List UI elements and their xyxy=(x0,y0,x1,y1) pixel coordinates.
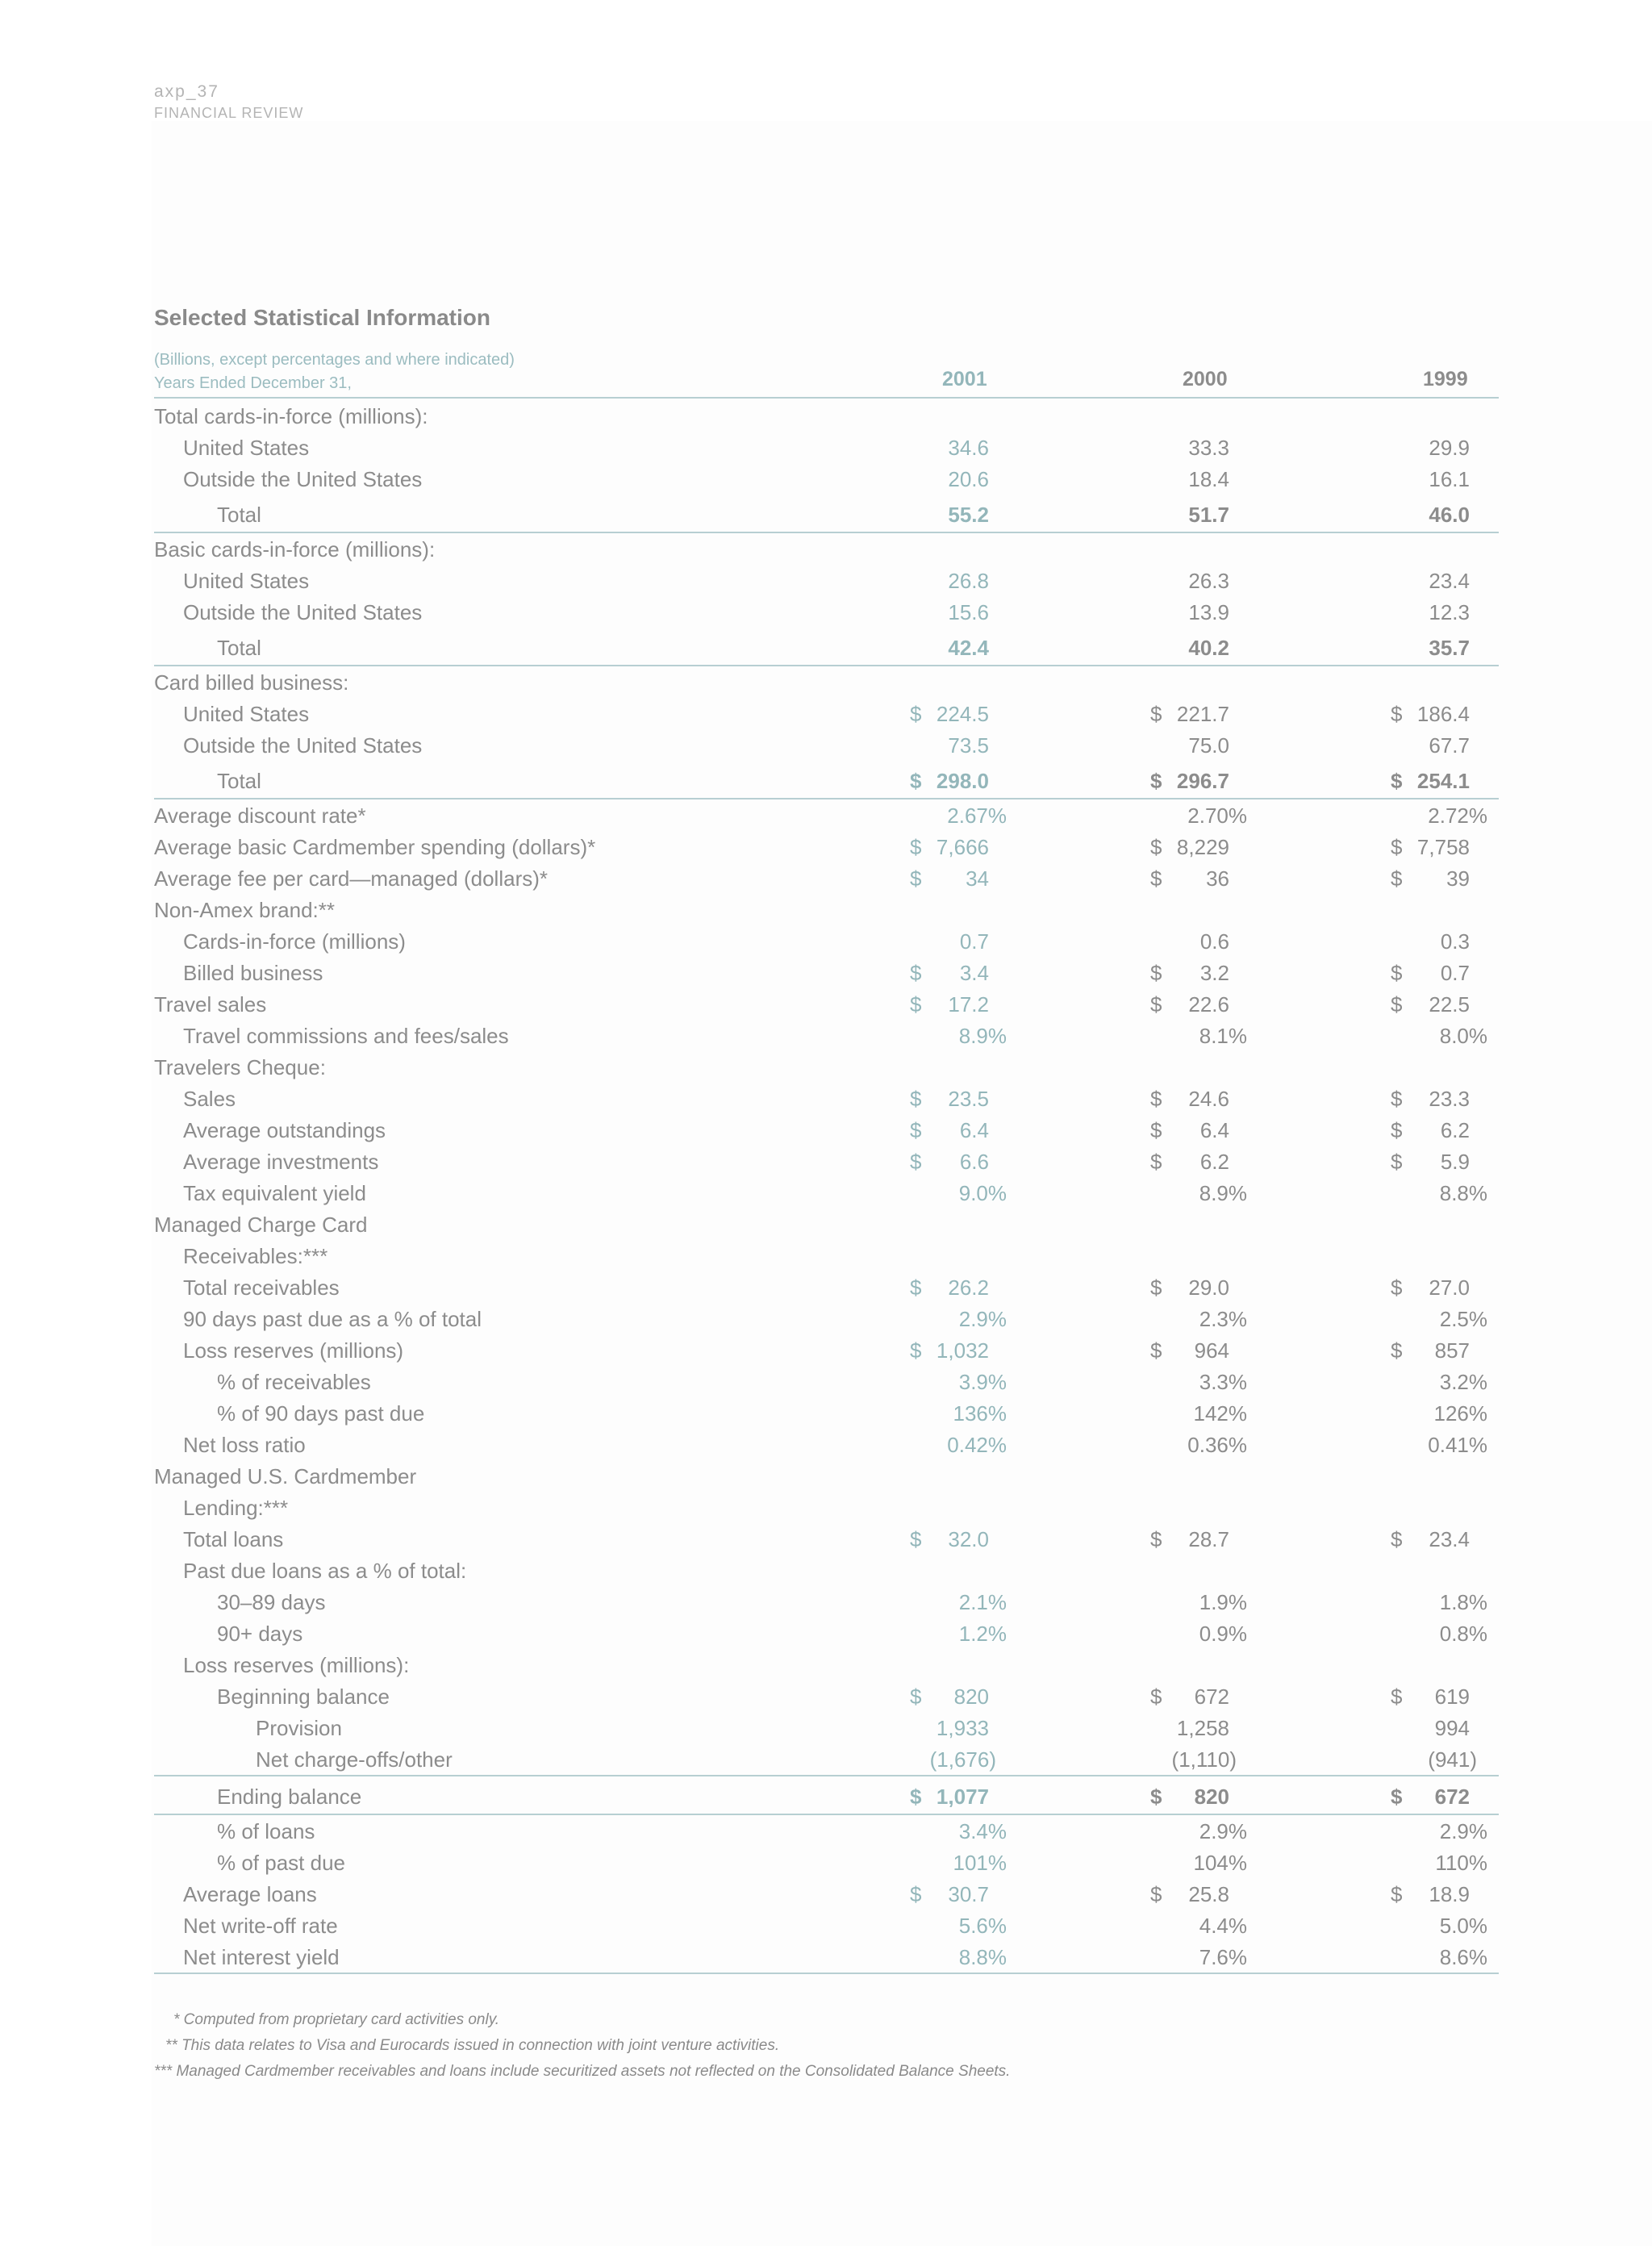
table-row xyxy=(154,761,1499,799)
cell-2000: 6.2 xyxy=(1199,1150,1229,1174)
cell-2001: 1.2% xyxy=(958,1622,1007,1646)
cell-1999: 46.0 xyxy=(1429,503,1470,527)
cell-1999: 254.1 xyxy=(1416,769,1470,793)
row-label: Outside the United States xyxy=(183,467,423,491)
row-label: 90 days past due as a % of total xyxy=(183,1307,482,1331)
cell-2001: 820 xyxy=(953,1684,989,1709)
row-label: Total xyxy=(217,636,261,660)
dollar-sign-2001: $ xyxy=(910,1684,922,1709)
table-row xyxy=(154,400,1499,432)
row-label: Average investments xyxy=(183,1150,379,1174)
table-row xyxy=(154,1429,1499,1460)
table-row xyxy=(154,1878,1499,1910)
table-row xyxy=(154,1492,1499,1523)
cell-2000: 36 xyxy=(1206,866,1229,891)
cell-1999: 23.3 xyxy=(1429,1087,1470,1111)
cell-2000: 8.1% xyxy=(1199,1024,1247,1048)
row-label: Ending balance xyxy=(217,1785,362,1809)
table-row xyxy=(154,894,1499,925)
cell-1999: 5.9 xyxy=(1440,1150,1470,1174)
table-row xyxy=(154,1051,1499,1083)
cell-1999: (941) xyxy=(1428,1747,1477,1772)
cell-2001: 0.42% xyxy=(947,1433,1007,1457)
dollar-sign-1999: $ xyxy=(1391,835,1403,859)
row-label: Past due loans as a % of total: xyxy=(183,1559,467,1583)
cell-2000: 672 xyxy=(1194,1684,1229,1709)
table-row xyxy=(154,495,1499,533)
table-row xyxy=(154,698,1499,729)
row-label: United States xyxy=(183,702,310,726)
cell-2001: 73.5 xyxy=(948,733,989,758)
cell-2001: 101% xyxy=(953,1851,1007,1875)
cell-1999: 619 xyxy=(1434,1684,1470,1709)
cell-2001: 20.6 xyxy=(948,467,989,491)
row-label: Net charge-offs/other xyxy=(256,1747,453,1772)
cell-1999: 110% xyxy=(1435,1851,1487,1875)
row-label: Non-Amex brand:** xyxy=(154,898,335,922)
cell-1999: 35.7 xyxy=(1429,636,1470,660)
cell-2001: 2.1% xyxy=(958,1590,1007,1614)
cell-2001: 3.4% xyxy=(958,1819,1007,1843)
cell-2000: 2.3% xyxy=(1199,1307,1247,1331)
cell-2001: 0.7 xyxy=(959,929,989,954)
cell-2000: 25.8 xyxy=(1188,1882,1229,1906)
cell-2000: 3.2 xyxy=(1199,961,1229,985)
table-row xyxy=(154,1523,1499,1555)
column-header-2001: 2001 xyxy=(942,368,987,390)
cell-1999: 0.7 xyxy=(1440,961,1470,985)
cell-1999: 0.3 xyxy=(1440,929,1470,954)
dollar-sign-2000: $ xyxy=(1150,1785,1162,1809)
table-row xyxy=(154,565,1499,596)
table-row xyxy=(154,1366,1499,1397)
row-label: United States xyxy=(183,436,310,460)
cell-2001: 1,077 xyxy=(936,1785,989,1809)
cell-1999: 2.9% xyxy=(1439,1819,1487,1843)
table-row xyxy=(154,957,1499,988)
cell-1999: 23.4 xyxy=(1429,1527,1470,1551)
table-row xyxy=(154,1680,1499,1712)
row-label: % of receivables xyxy=(217,1370,371,1394)
table-row xyxy=(154,1555,1499,1586)
table-row xyxy=(154,1177,1499,1209)
cell-2001: 23.5 xyxy=(948,1087,989,1111)
page-header xyxy=(154,82,303,122)
table-row xyxy=(154,1209,1499,1240)
cell-2001: 6.4 xyxy=(959,1118,989,1142)
dollar-sign-2001: $ xyxy=(910,769,922,793)
table-row xyxy=(154,988,1499,1020)
dollar-sign-2000: $ xyxy=(1150,1527,1162,1551)
row-label: Net loss ratio xyxy=(183,1433,306,1457)
table-row xyxy=(154,1743,1499,1775)
cell-2000: (1,110) xyxy=(1171,1747,1237,1772)
cell-2001: 26.2 xyxy=(948,1275,989,1300)
cell-2001: 3.4 xyxy=(959,961,989,985)
cell-2001: 136% xyxy=(953,1401,1007,1426)
row-label: Managed Charge Card xyxy=(154,1213,368,1237)
cell-2000: 0.6 xyxy=(1199,929,1229,954)
table-row xyxy=(154,628,1499,666)
cell-1999: 2.5% xyxy=(1439,1307,1487,1331)
dollar-sign-1999: $ xyxy=(1391,866,1403,891)
dollar-sign-2001: $ xyxy=(910,835,922,859)
section-name: FINANCIAL REVIEW xyxy=(154,105,304,121)
row-label: Total cards-in-force (millions): xyxy=(154,404,428,428)
cell-2001: 42.4 xyxy=(948,636,989,660)
table-row xyxy=(154,1649,1499,1680)
cell-1999: 27.0 xyxy=(1429,1275,1470,1300)
row-label: 90+ days xyxy=(217,1622,303,1646)
cell-2001: (1,676) xyxy=(929,1747,996,1772)
cell-1999: 672 xyxy=(1434,1785,1470,1809)
cell-2001: 298.0 xyxy=(936,769,989,793)
dollar-sign-2000: $ xyxy=(1150,702,1162,726)
cell-2000: 1.9% xyxy=(1199,1590,1247,1614)
cell-1999: 5.0% xyxy=(1439,1914,1487,1938)
cell-2000: 0.36% xyxy=(1187,1433,1247,1457)
cell-2001: 15.6 xyxy=(948,600,989,624)
table-row xyxy=(154,799,1499,831)
cell-2001: 32.0 xyxy=(948,1527,989,1551)
dollar-sign-1999: $ xyxy=(1391,702,1403,726)
row-label: Net write-off rate xyxy=(183,1914,338,1938)
dollar-sign-1999: $ xyxy=(1391,1087,1403,1111)
cell-2000: 13.9 xyxy=(1188,600,1229,624)
cell-2000: 18.4 xyxy=(1188,467,1229,491)
row-label: Average outstandings xyxy=(183,1118,386,1142)
table-row xyxy=(154,533,1499,565)
dollar-sign-2000: $ xyxy=(1150,1118,1162,1142)
row-label: Average discount rate* xyxy=(154,804,366,828)
cell-1999: 8.0% xyxy=(1439,1024,1487,1048)
cell-1999: 8.6% xyxy=(1439,1945,1487,1969)
dollar-sign-1999: $ xyxy=(1391,1527,1403,1551)
cell-2000: 75.0 xyxy=(1188,733,1229,758)
table-row xyxy=(154,1020,1499,1051)
table-row xyxy=(154,862,1499,894)
cell-2001: 224.5 xyxy=(936,702,989,726)
cell-2000: 33.3 xyxy=(1188,436,1229,460)
dollar-sign-1999: $ xyxy=(1391,1684,1403,1709)
dollar-sign-2001: $ xyxy=(910,1275,922,1300)
dollar-sign-2000: $ xyxy=(1150,1275,1162,1300)
column-header-2000: 2000 xyxy=(1183,368,1228,390)
cell-2000: 26.3 xyxy=(1188,569,1229,593)
table-row xyxy=(154,1460,1499,1492)
cell-1999: 8.8% xyxy=(1439,1181,1487,1205)
cell-1999: 1.8% xyxy=(1439,1590,1487,1614)
cell-2001: 8.8% xyxy=(958,1945,1007,1969)
cell-2000: 51.7 xyxy=(1188,503,1229,527)
page-number: axp_37 xyxy=(154,82,219,101)
table-title: Selected Statistical Information xyxy=(154,305,490,330)
cell-2000: 28.7 xyxy=(1188,1527,1229,1551)
cell-2001: 34.6 xyxy=(948,436,989,460)
cell-2001: 5.6% xyxy=(958,1914,1007,1938)
row-label: Tax equivalent yield xyxy=(183,1181,366,1205)
cell-2000: 104% xyxy=(1193,1851,1247,1875)
cell-1999: 6.2 xyxy=(1440,1118,1470,1142)
dollar-sign-2001: $ xyxy=(910,1087,922,1111)
row-label: Loss reserves (millions) xyxy=(183,1338,404,1363)
dollar-sign-1999: $ xyxy=(1391,1275,1403,1300)
dollar-sign-2001: $ xyxy=(910,1150,922,1174)
table-row xyxy=(154,432,1499,463)
table-row xyxy=(154,1334,1499,1366)
dollar-sign-2000: $ xyxy=(1150,835,1162,859)
cell-1999: 857 xyxy=(1434,1338,1470,1363)
table-row xyxy=(154,463,1499,495)
row-label: Cards-in-force (millions) xyxy=(183,929,406,954)
dollar-sign-2001: $ xyxy=(910,1785,922,1809)
row-label: Basic cards-in-force (millions): xyxy=(154,537,436,562)
table-row xyxy=(154,596,1499,628)
row-label: United States xyxy=(183,569,310,593)
table-row xyxy=(154,1586,1499,1618)
dollar-sign-2000: $ xyxy=(1150,1150,1162,1174)
column-header-1999: 1999 xyxy=(1423,368,1468,390)
table-row xyxy=(154,729,1499,761)
cell-2000: 2.70% xyxy=(1187,804,1247,828)
row-label: Total xyxy=(217,769,261,793)
cell-2000: 29.0 xyxy=(1188,1275,1229,1300)
dollar-sign-2000: $ xyxy=(1150,866,1162,891)
footnotes xyxy=(154,2007,1010,2085)
cell-2000: 7.6% xyxy=(1199,1945,1247,1969)
dollar-sign-1999: $ xyxy=(1391,769,1403,793)
dollar-sign-2001: $ xyxy=(910,1118,922,1142)
dollar-sign-2000: $ xyxy=(1150,961,1162,985)
dollar-sign-2001: $ xyxy=(910,992,922,1017)
footnote-1: * Computed from proprietary card activities only. xyxy=(173,2011,500,2028)
dollar-sign-2000: $ xyxy=(1150,1882,1162,1906)
cell-1999: 126% xyxy=(1433,1401,1487,1426)
row-label: Average basic Cardmember spending (dollars)* xyxy=(154,835,596,859)
table-row xyxy=(154,1847,1499,1878)
cell-2000: 24.6 xyxy=(1188,1087,1229,1111)
row-label: Outside the United States xyxy=(183,733,423,758)
cell-1999: 994 xyxy=(1434,1716,1470,1740)
cell-2000: 6.4 xyxy=(1199,1118,1229,1142)
cell-1999: 23.4 xyxy=(1429,569,1470,593)
table-row xyxy=(154,1083,1499,1114)
row-label: 30–89 days xyxy=(217,1590,326,1614)
dollar-sign-2000: $ xyxy=(1150,992,1162,1017)
cell-1999: 7,758 xyxy=(1416,835,1470,859)
table-row xyxy=(154,1941,1499,1974)
table-row xyxy=(154,1303,1499,1334)
row-label: Travel sales xyxy=(154,992,267,1017)
dollar-sign-1999: $ xyxy=(1391,992,1403,1017)
dollar-sign-2000: $ xyxy=(1150,1338,1162,1363)
cell-2000: 964 xyxy=(1194,1338,1229,1363)
column-header-row xyxy=(154,360,1499,399)
dollar-sign-2001: $ xyxy=(910,1338,922,1363)
cell-2000: 3.3% xyxy=(1199,1370,1247,1394)
cell-1999: 39 xyxy=(1446,866,1470,891)
row-label: Sales xyxy=(183,1087,236,1111)
table-row xyxy=(154,1618,1499,1649)
cell-2000: 8,229 xyxy=(1176,835,1229,859)
footnote-2: ** This data relates to Visa and Eurocards issued in connection with joint venture activities. xyxy=(165,2037,780,2054)
dollar-sign-1999: $ xyxy=(1391,961,1403,985)
cell-2001: 1,933 xyxy=(936,1716,989,1740)
dollar-sign-2000: $ xyxy=(1150,769,1162,793)
row-label: Travel commissions and fees/sales xyxy=(183,1024,509,1048)
cell-1999: 3.2% xyxy=(1439,1370,1487,1394)
table-row xyxy=(154,1114,1499,1146)
row-label: Lending:*** xyxy=(183,1496,289,1520)
cell-2001: 7,666 xyxy=(936,835,989,859)
table-row xyxy=(154,1775,1499,1815)
table-row xyxy=(154,1910,1499,1941)
cell-1999: 67.7 xyxy=(1429,733,1470,758)
cell-2000: 296.7 xyxy=(1176,769,1229,793)
row-label: Managed U.S. Cardmember xyxy=(154,1464,417,1488)
cell-1999: 22.5 xyxy=(1429,992,1470,1017)
cell-2001: 3.9% xyxy=(958,1370,1007,1394)
statistics-table xyxy=(154,400,1499,1974)
dollar-sign-2001: $ xyxy=(910,961,922,985)
cell-2000: 22.6 xyxy=(1188,992,1229,1017)
row-label: Total xyxy=(217,503,261,527)
cell-2000: 0.9% xyxy=(1199,1622,1247,1646)
row-label: Total receivables xyxy=(183,1275,340,1300)
dollar-sign-1999: $ xyxy=(1391,1150,1403,1174)
row-label: Billed business xyxy=(183,961,323,985)
row-label: Card billed business: xyxy=(154,670,349,695)
dollar-sign-2001: $ xyxy=(910,1882,922,1906)
row-label: Beginning balance xyxy=(217,1684,390,1709)
row-label: Provision xyxy=(256,1716,342,1740)
table-row xyxy=(154,1240,1499,1271)
cell-1999: 18.9 xyxy=(1429,1882,1470,1906)
row-label: Average fee per card—managed (dollars)* xyxy=(154,866,549,891)
row-label: % of loans xyxy=(217,1819,315,1843)
cell-2001: 9.0% xyxy=(958,1181,1007,1205)
cell-1999: 12.3 xyxy=(1429,600,1470,624)
cell-2001: 1,032 xyxy=(936,1338,989,1363)
table-row xyxy=(154,1712,1499,1743)
units-note: (Billions, except percentages and where indicated) xyxy=(154,351,515,369)
table-row xyxy=(154,831,1499,862)
cell-2000: 1,258 xyxy=(1176,1716,1229,1740)
cell-1999: 0.8% xyxy=(1439,1622,1487,1646)
row-label: Travelers Cheque: xyxy=(154,1055,326,1079)
cell-2001: 2.9% xyxy=(958,1307,1007,1331)
cell-2001: 34 xyxy=(966,866,989,891)
cell-1999: 16.1 xyxy=(1429,467,1470,491)
cell-1999: 2.72% xyxy=(1428,804,1487,828)
cell-2001: 2.67% xyxy=(947,804,1007,828)
table-row xyxy=(154,666,1499,698)
row-label: Receivables:*** xyxy=(183,1244,328,1268)
dollar-sign-1999: $ xyxy=(1391,1882,1403,1906)
dollar-sign-2000: $ xyxy=(1150,1684,1162,1709)
dollar-sign-2000: $ xyxy=(1150,1087,1162,1111)
row-label: Outside the United States xyxy=(183,600,423,624)
cell-2001: 26.8 xyxy=(948,569,989,593)
table-row xyxy=(154,925,1499,957)
row-label: Total loans xyxy=(183,1527,284,1551)
cell-1999: 29.9 xyxy=(1429,436,1470,460)
cell-2001: 17.2 xyxy=(948,992,989,1017)
table-row xyxy=(154,1397,1499,1429)
cell-2001: 8.9% xyxy=(958,1024,1007,1048)
table-row xyxy=(154,1271,1499,1303)
row-label: Loss reserves (millions): xyxy=(183,1653,410,1677)
dollar-sign-1999: $ xyxy=(1391,1118,1403,1142)
cell-2000: 2.9% xyxy=(1199,1819,1247,1843)
row-label: Average loans xyxy=(183,1882,317,1906)
table-row xyxy=(154,1815,1499,1847)
dollar-sign-2001: $ xyxy=(910,702,922,726)
row-label: % of 90 days past due xyxy=(217,1401,425,1426)
cell-2000: 142% xyxy=(1193,1401,1247,1426)
cell-2000: 221.7 xyxy=(1176,702,1229,726)
dollar-sign-1999: $ xyxy=(1391,1785,1403,1809)
table-row xyxy=(154,1146,1499,1177)
cell-2001: 30.7 xyxy=(948,1882,989,1906)
cell-1999: 186.4 xyxy=(1416,702,1470,726)
dollar-sign-2001: $ xyxy=(910,866,922,891)
footnote-3: *** Managed Cardmember receivables and loans include securitized assets not reflected on the Consolidated Balance Sheets. xyxy=(154,2063,1011,2080)
cell-2000: 4.4% xyxy=(1199,1914,1247,1938)
cell-2001: 6.6 xyxy=(959,1150,989,1174)
row-label: Net interest yield xyxy=(183,1945,340,1969)
cell-2000: 40.2 xyxy=(1188,636,1229,660)
years-note: Years Ended December 31, xyxy=(154,374,352,392)
cell-1999: 0.41% xyxy=(1428,1433,1487,1457)
cell-2001: 55.2 xyxy=(948,503,989,527)
cell-2000: 8.9% xyxy=(1199,1181,1247,1205)
dollar-sign-2001: $ xyxy=(910,1527,922,1551)
row-label: % of past due xyxy=(217,1851,345,1875)
cell-2000: 820 xyxy=(1194,1785,1229,1809)
dollar-sign-1999: $ xyxy=(1391,1338,1403,1363)
